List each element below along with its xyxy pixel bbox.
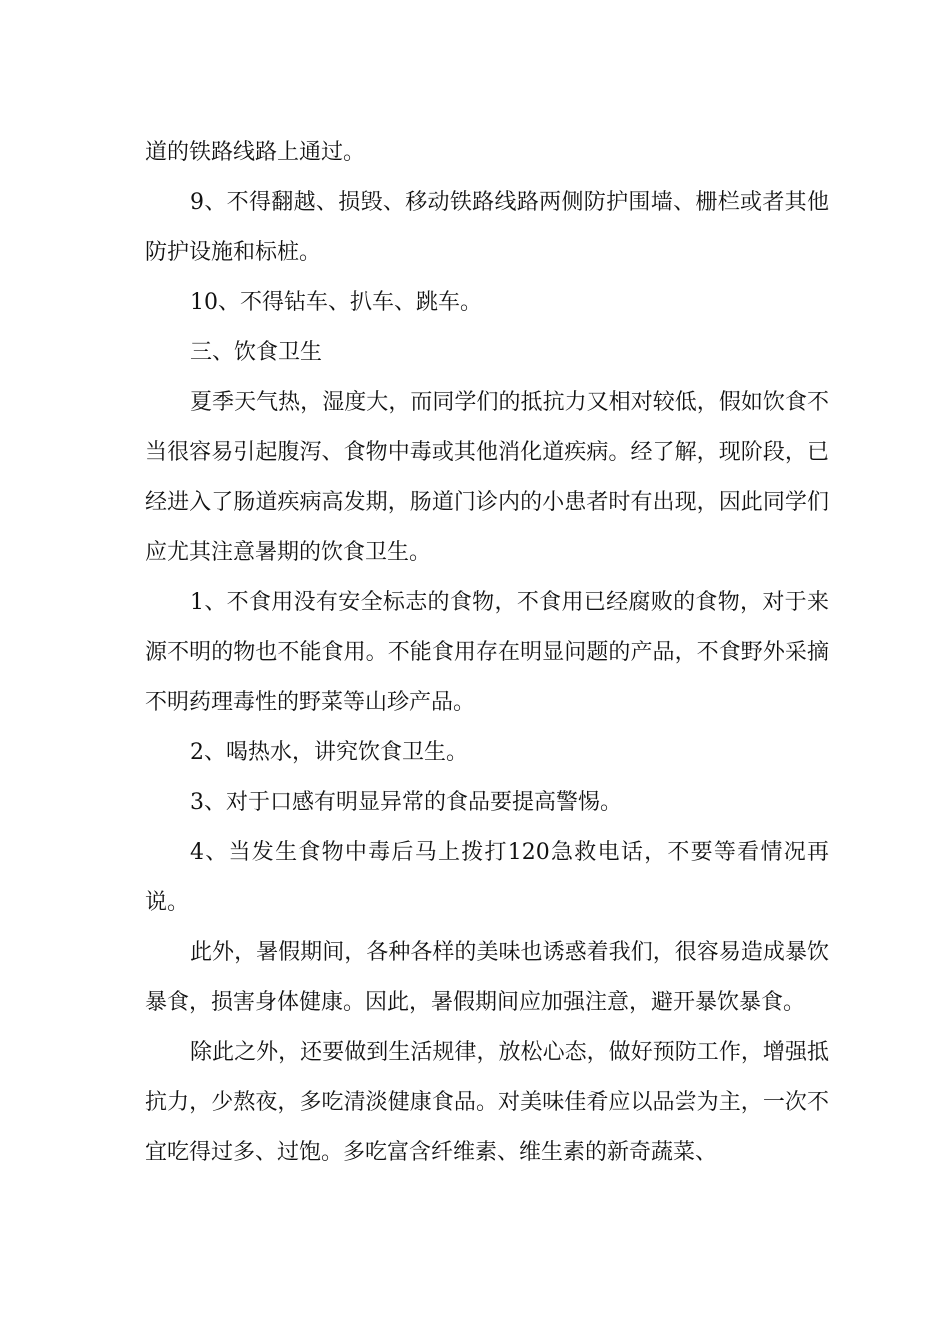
paragraph-food-item-2: 2、喝热水，讲究饮食卫生。 (190, 740, 468, 765)
paragraph-rule-10: 10、不得钻车、扒车、跳车。 (190, 290, 482, 315)
paragraph-holiday-overeating: 此外，暑假期间，各种各样的美味也诱惑着我们，很容易造成暴饮暴食，损害身体健康。因此，暑假期间应加强注意，避开暴饮暴食。 (145, 940, 829, 1015)
paragraph-healthy-habits: 除此之外，还要做到生活规律，放松心态，做好预防工作，增强抵抗力，少熬夜，多吃清淡健康食品。对美味佳肴应以品尝为主，一次不宜吃得过多、过饱。多吃富含纤维素、维生素的新奇蔬菜、 (145, 1040, 829, 1165)
paragraph-continuation: 道的铁路线路上通过。 (145, 140, 366, 165)
paragraph-summer-intro: 夏季天气热，湿度大，而同学们的抵抗力又相对较低，假如饮食不当很容易引起腹泻、食物中毒或其他消化道疾病。经了解，现阶段，已经进入了肠道疾病高发期，肠道门诊内的小患者时有出现，因此同学们应尤其注意暑期的饮食卫生。 (145, 390, 829, 565)
paragraph-rule-9: 9、不得翻越、损毁、移动铁路线路两侧防护围墙、栅栏或者其他防护设施和标桩。 (145, 190, 829, 265)
section-heading-food-hygiene: 三、饮食卫生 (190, 340, 323, 365)
document-body (145, 128, 829, 1178)
paragraph-food-item-1: 1、不食用没有安全标志的食物，不食用已经腐败的食物，对于来源不明的物也不能食用。不能食用存在明显问题的产品，不食野外采摘不明药理毒性的野菜等山珍产品。 (145, 590, 829, 715)
paragraph-food-item-3: 3、对于口感有明显异常的食品要提高警惕。 (190, 790, 622, 815)
paragraph-food-item-4: 4、当发生食物中毒后马上拨打120急救电话，不要等看情况再说。 (145, 840, 829, 915)
